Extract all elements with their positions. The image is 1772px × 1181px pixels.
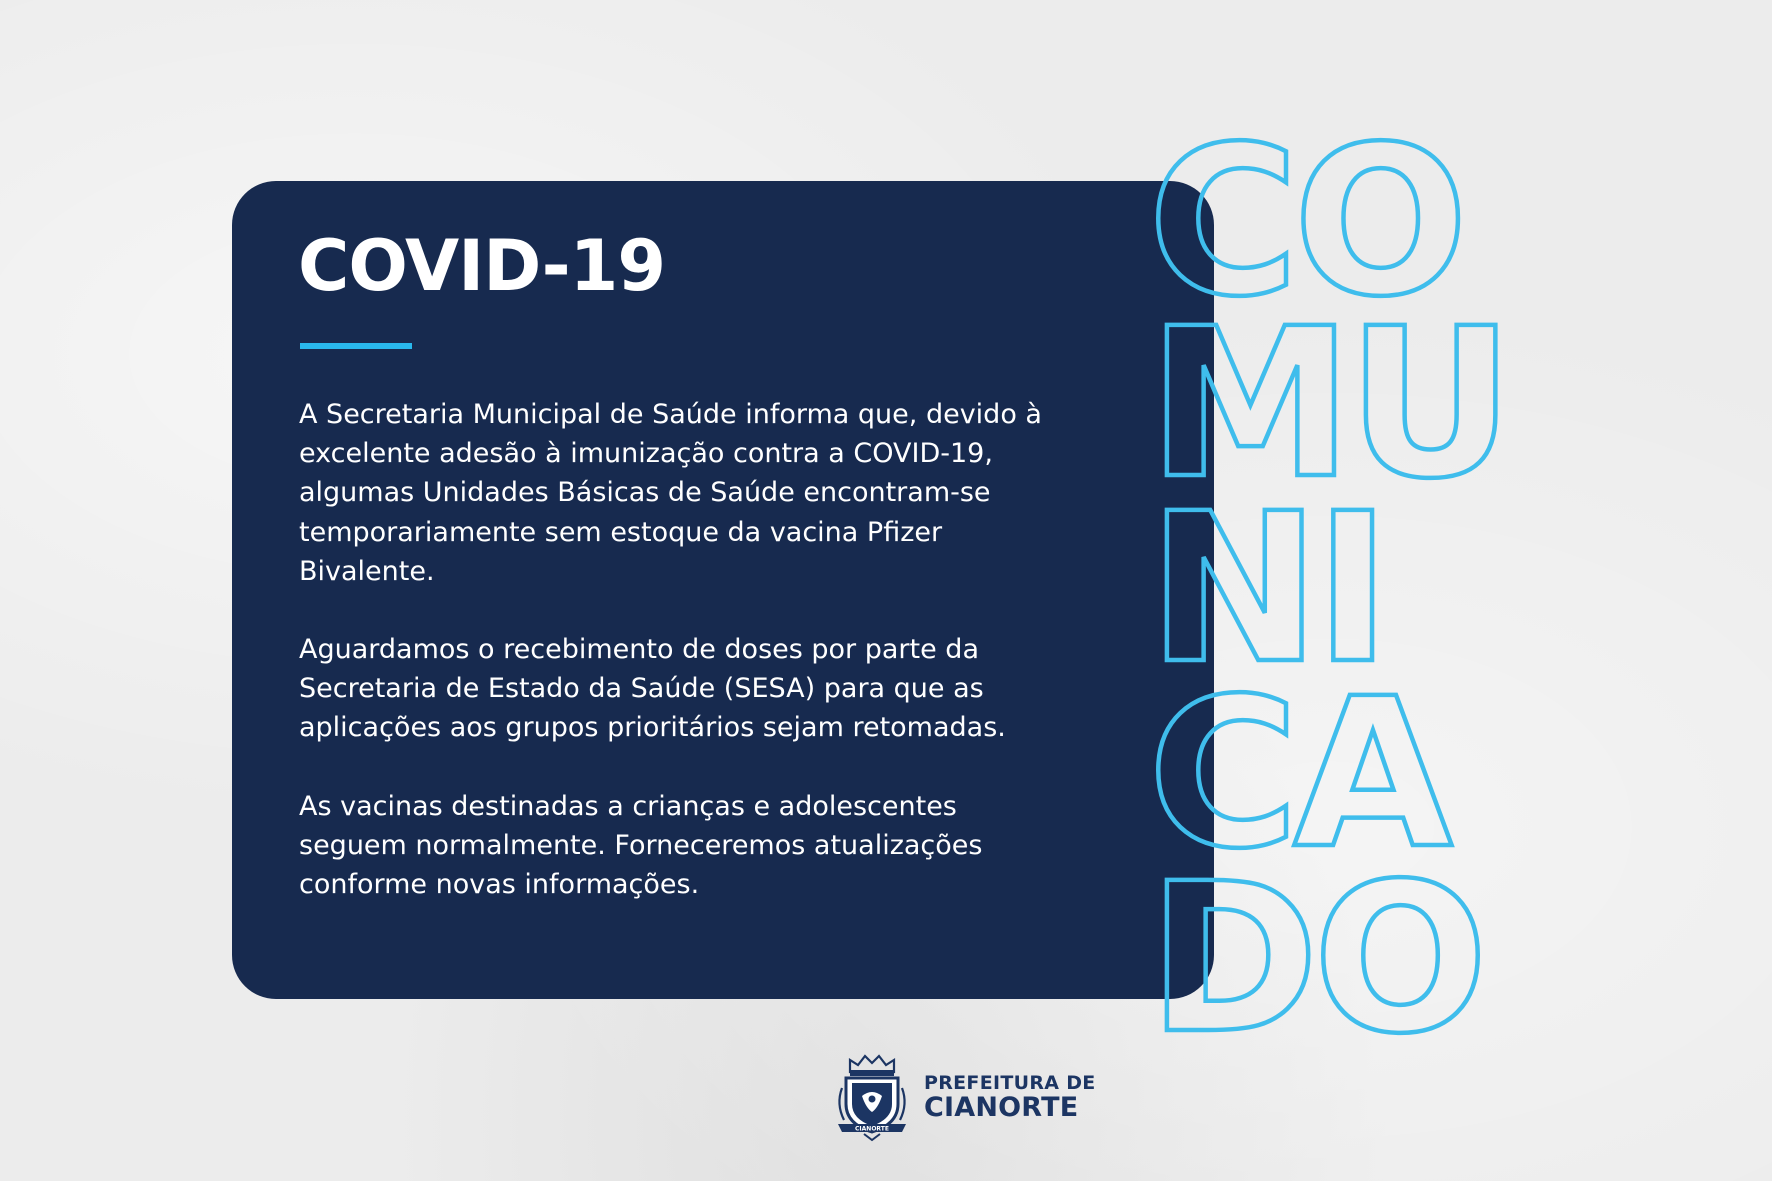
paragraph-3: As vacinas destinadas a crianças e adolescentes seguem normalmente. Forneceremos atualizações conforme novas informações.: [299, 790, 983, 901]
word-art-line-1: CO: [1148, 102, 1463, 342]
paragraph-1: A Secretaria Municipal de Saúde informa que, devido à excelente adesão à imunização contra a COVID-19, algumas Unidades Básicas de Saúde encontram-se temporariamente sem estoque da vacina Pfizer Bivalente.: [299, 399, 1042, 587]
announcement-card: [232, 181, 1214, 999]
word-art-line-3: NI: [1148, 469, 1386, 709]
word-art-line-4: CA: [1148, 654, 1447, 894]
word-art-line-2: MU: [1148, 284, 1509, 524]
crest-label: CIANORTE: [855, 1125, 889, 1133]
card-title: COVID-19: [298, 225, 666, 307]
word-art-line-5: DO: [1148, 839, 1483, 1079]
paragraph-2: Aguardamos o recebimento de doses por parte da Secretaria de Estado da Saúde (SESA) para que as aplicações aos grupos prioritários sejam retomadas.: [299, 634, 1006, 744]
comunicado-word-art: [1140, 102, 1540, 1079]
logo-line-1: PREFEITURA DE: [924, 1071, 1096, 1094]
card-body: [299, 395, 1049, 943]
city-crest-icon: [832, 1052, 912, 1142]
logo-wordmark: [924, 1072, 1096, 1123]
prefeitura-logo: [832, 1052, 1096, 1142]
title-underline: [300, 343, 412, 349]
logo-line-2: CIANORTE: [924, 1091, 1079, 1123]
